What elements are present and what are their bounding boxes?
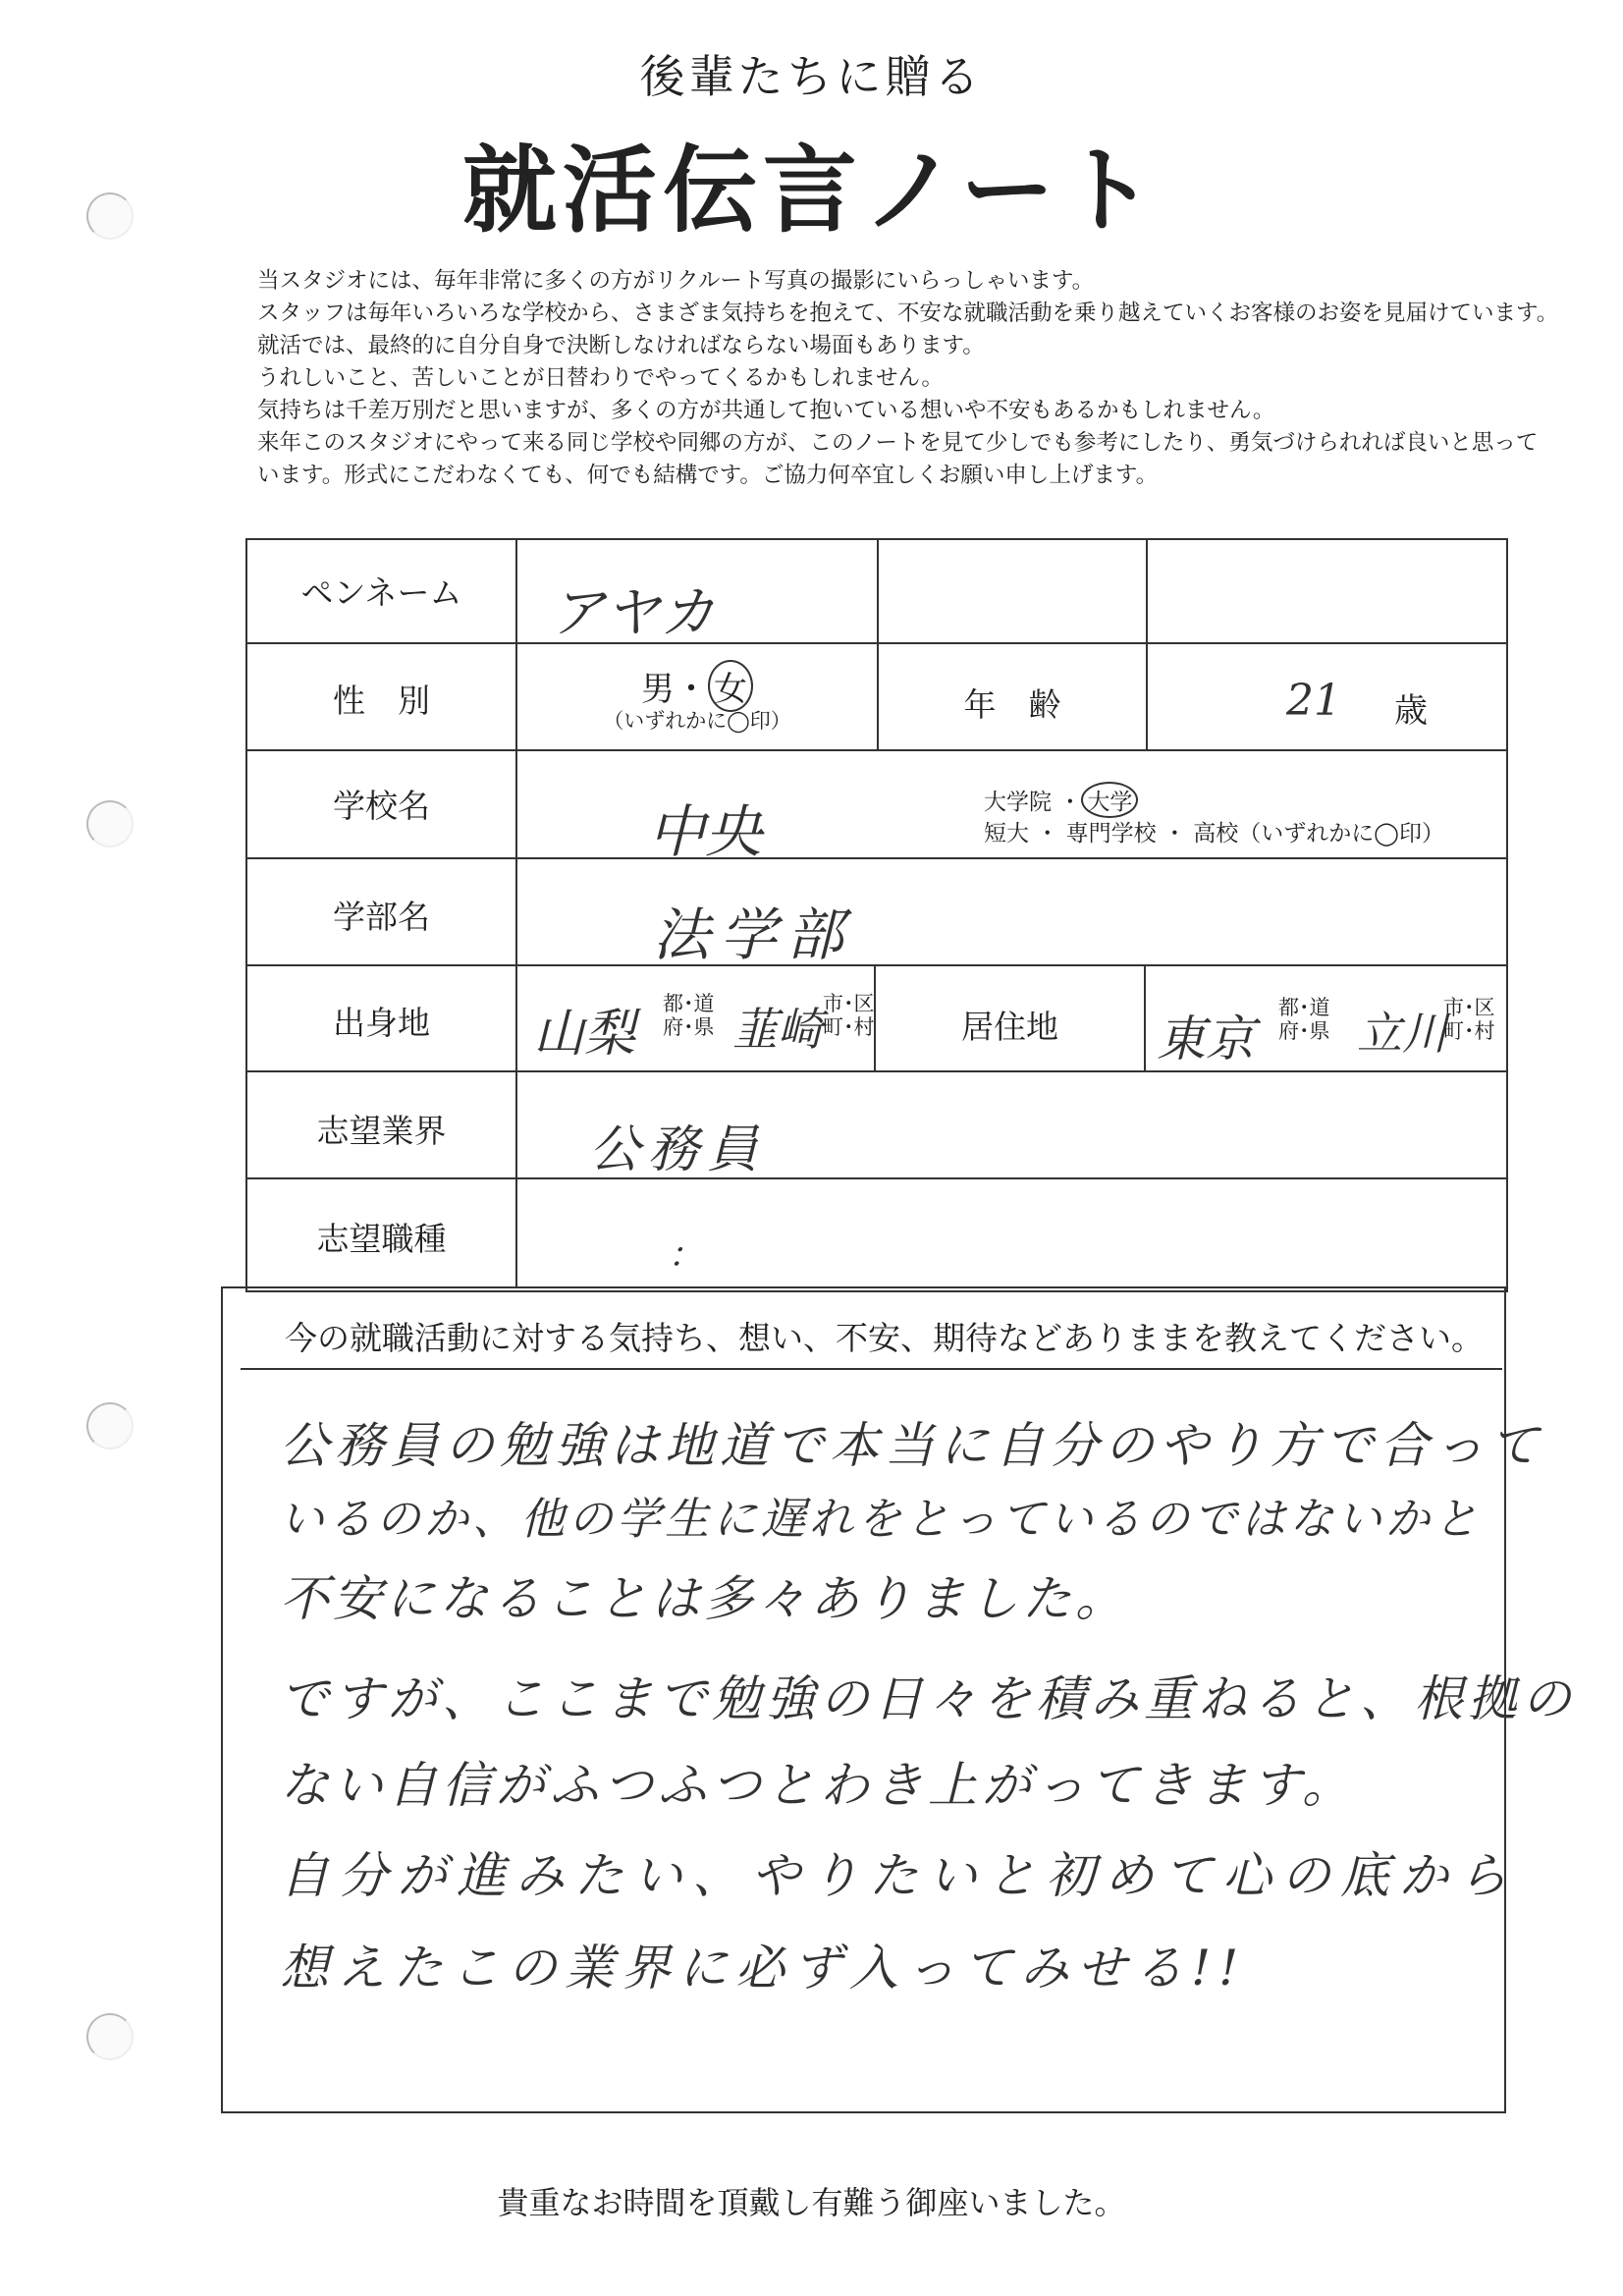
intro-line: 来年このスタジオにやって来る同じ学校や同郷の方が、このノートを見て少しでも参考にしたり、勇気づけられれば良いと思って xyxy=(257,430,1539,456)
industry-label: 志望業界 xyxy=(316,1112,447,1150)
gender-note: （いずれかに◯印） xyxy=(603,709,791,733)
gender-separator: ・ xyxy=(675,670,708,709)
hometown-city: 韮崎 xyxy=(732,1003,823,1056)
faculty-label: 学部名 xyxy=(333,898,430,936)
industry-value: 公務員 xyxy=(589,1121,767,1179)
essay-line: 不安になることは多々ありました。 xyxy=(280,1570,1128,1627)
intro-line: うれしいこと、苦しいことが日替わりでやってくるかもしれません。 xyxy=(257,365,944,391)
binder-hole xyxy=(86,800,134,847)
pen-name-value: アヤカ xyxy=(550,581,715,645)
intro-text xyxy=(257,265,1593,492)
gender-female-circled: 女 xyxy=(708,660,753,712)
intro-line: 気持ちは千差万別だと思いますが、多くの方が共通して抱いている想いや不安もあるかもしれません。 xyxy=(257,398,1275,423)
residence-prefecture: 東京 xyxy=(1157,1011,1255,1067)
binder-hole xyxy=(86,1402,134,1449)
page-subtitle: 後輩たちに贈る xyxy=(639,50,984,103)
hometown-city-suffix: 市･区 町･村 xyxy=(823,992,875,1039)
pen-name-label: ペンネーム xyxy=(300,574,462,612)
essay-line: ない自信がふつふつとわき上がってきます。 xyxy=(280,1757,1356,1814)
school-type-line2: 短大 ・ 専門学校 ・ 高校（いずれかに◯印） xyxy=(984,821,1444,847)
essay-line: 自分が進みたい、やりたいと初めて心の底から xyxy=(280,1847,1517,1904)
page-title: 就活伝言ノート xyxy=(461,136,1162,246)
school-type-graduate: 大学院 xyxy=(984,790,1052,815)
intro-line: 就活では、最終的に自分自身で決断しなければならない場面もあります。 xyxy=(257,333,985,358)
essay-line: 想えたこの業界に必ず入ってみせる!! xyxy=(280,1940,1247,1996)
gender-male: 男 xyxy=(641,670,675,709)
age-value: 21 xyxy=(1286,676,1341,726)
intro-line: います。形式にこだわなくても、何でも結構です。ご協力何卒宜しくお願い申し上げます。 xyxy=(257,463,1159,488)
job-type-label: 志望職種 xyxy=(316,1220,447,1258)
residence-label: 居住地 xyxy=(961,1008,1058,1046)
gender-options xyxy=(517,660,877,712)
closing-message: 貴重なお時間を頂戴し有難う御座いました。 xyxy=(497,2184,1126,2221)
age-unit: 歳 xyxy=(1394,691,1428,731)
hometown-pref-suffix: 都･道 府･県 xyxy=(663,992,715,1039)
hometown-prefecture: 山梨 xyxy=(533,1005,636,1064)
school-type-line1 xyxy=(984,782,1138,818)
school-label: 学校名 xyxy=(333,787,430,825)
binder-hole xyxy=(86,2013,134,2060)
intro-line: 当スタジオには、毎年非常に多くの方がリクルート写真の撮影にいらっしゃいます。 xyxy=(257,268,1095,294)
job-type-value: ： xyxy=(668,1235,704,1276)
age-label: 年 齢 xyxy=(963,685,1061,724)
school-value: 中央 xyxy=(648,798,763,865)
school-type-separator: ・ xyxy=(1058,790,1082,815)
school-type-university-circled: 大学 xyxy=(1081,782,1138,818)
essay-question: 今の就職活動に対する気持ち、想い、不安、期待などありままを教えてください。 xyxy=(285,1319,1484,1357)
essay-line: ですが、ここまで勉強の日々を積み重ねると、根拠の xyxy=(280,1670,1576,1727)
gender-label: 性 別 xyxy=(333,682,430,720)
essay-line: いるのか、他の学生に遅れをとっているのではないかと xyxy=(280,1493,1483,1545)
essay-line: 公務員の勉強は地道で本当に自分のやり方で合って xyxy=(280,1417,1544,1474)
hometown-label: 出身地 xyxy=(333,1004,430,1042)
faculty-value: 法学部 xyxy=(653,902,854,968)
residence-pref-suffix: 都･道 府･県 xyxy=(1278,996,1330,1043)
residence-city-suffix: 市･区 町･村 xyxy=(1443,996,1495,1043)
intro-line: スタッフは毎年いろいろな学校から、さまざま気持ちを抱えて、不安な就職活動を乗り越えていくお客様のお姿を見届けています。 xyxy=(257,301,1559,326)
residence-city: 立川 xyxy=(1357,1007,1447,1060)
